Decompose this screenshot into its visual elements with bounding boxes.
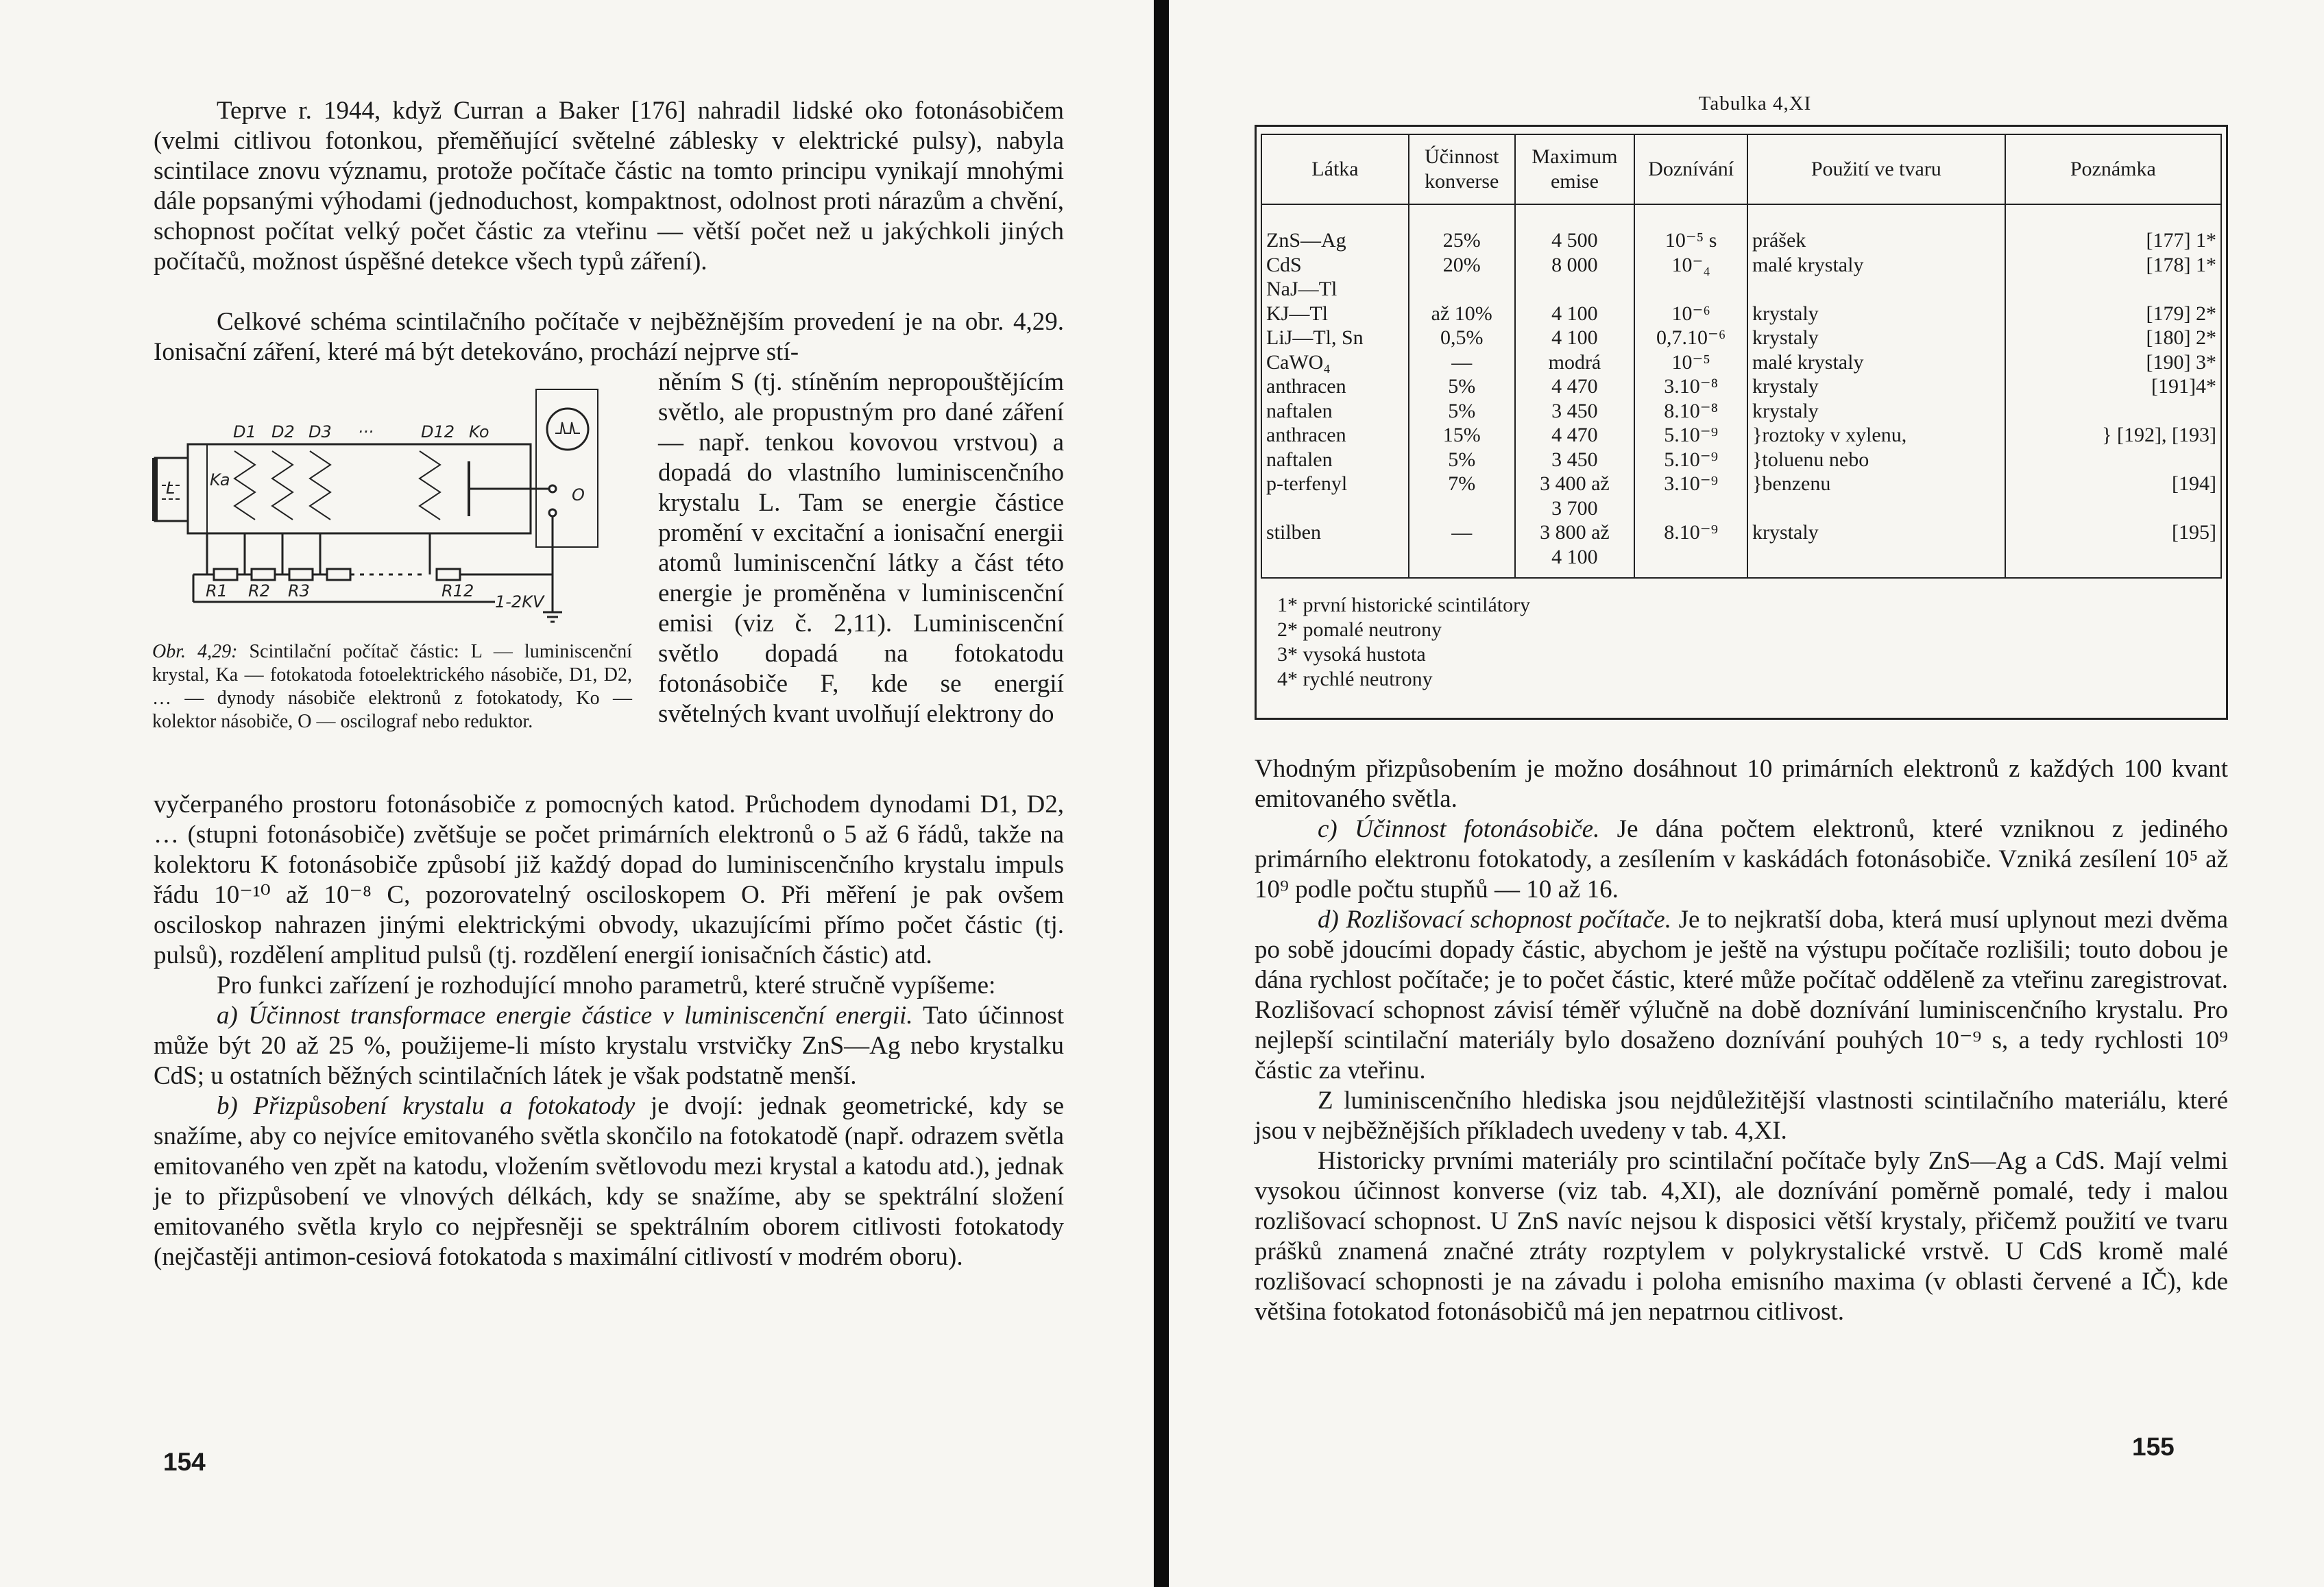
right-page — [1186, 0, 2324, 1587]
table-cell: 5.10⁻⁹ — [1634, 423, 1747, 448]
table-cell: 0,5% — [1409, 326, 1515, 350]
dynode-label-dots: ··· — [358, 422, 374, 441]
table-cell: — — [1409, 520, 1515, 545]
paragraph-c — [1255, 814, 2228, 905]
table-cell: 10⁻⁶ — [1634, 302, 1747, 326]
table-cell: 15% — [1409, 423, 1515, 448]
cathode-label: Ka — [210, 470, 230, 489]
table-cell — [2005, 496, 2221, 521]
paragraph-text: Historicky prvními materiály pro scintilační počítače byly ZnS—Ag a CdS. Mají velmi vysokou účinnost konverse (viz tab. 4,XI), ale doznívání poměrně pomalé, tedy i malou rozlišovací schopnost. U ZnS navíc nejsou k disposici větší krystaly, přičemž použití ve tvaru prášků znamená značné ztráty rozptylem v polykrystalické vrstvě. U CdS kromě malé rozlišovací schopnosti je na závadu i poloha emisního maxima (v oblasti červené a IČ), kde většina fotokatod fotonásobičů má jen nepatrnou citlivost. — [1255, 1147, 2228, 1326]
paragraph-b — [154, 1091, 1064, 1272]
table-cell: 25% — [1409, 228, 1515, 253]
table-header: Poznámka — [2005, 134, 2221, 204]
materials-table — [1261, 134, 2222, 579]
table-cell: 3 450 — [1515, 399, 1635, 424]
table-body — [1261, 204, 2221, 578]
table-frame — [1255, 125, 2228, 720]
dynode-label-d3: D3 — [308, 422, 332, 441]
resistor-label-r1: R1 — [206, 581, 228, 601]
table-row — [1261, 228, 2221, 253]
table-cell: 4 100 — [1515, 545, 1635, 579]
table-cell: 0,7.10⁻⁶ — [1634, 326, 1747, 350]
table-cell: 4 100 — [1515, 326, 1635, 350]
dynode-label-d1: D1 — [233, 422, 256, 441]
table-cell: naftalen — [1261, 399, 1409, 424]
table-cell: 3 700 — [1515, 496, 1635, 521]
oscillograph-label: O — [572, 485, 585, 505]
table-cell: 3.10⁻⁸ — [1634, 374, 1747, 399]
table-cell — [1634, 496, 1747, 521]
table-cell: 4 100 — [1515, 302, 1635, 326]
table-cell — [1409, 277, 1515, 302]
table-cell: malé krystaly — [1747, 253, 2005, 278]
table-row — [1261, 374, 2221, 399]
paragraph-text: vyčerpaného prostoru fotonásobiče z pomocných katod. Průchodem dynodami D1, D2, … (stupni fotonásobiče) zvětšuje se počet primárních elektronů o 5 až 6 řádů, takže na kolektoru K fotonásobiče způsobí již každý dopad do luminiscenčního krystalu impuls řádu 10⁻¹⁰ až 10⁻⁸ C, pozorovatelný osciloskopem O. Při měření je pak ovšem osciloskop nahrazen jinými elektrickými obvody, ukazujícími přímo počet částic (tj. pulsů), rozdělení amplitud pulsů (tj. rozdělení energií ionisačních částic) atd. — [154, 790, 1064, 969]
table-cell: [194] — [2005, 472, 2221, 496]
table-cell — [1261, 496, 1409, 521]
table-header: Doznívání — [1634, 134, 1747, 204]
table-cell: CaWO₄ — [1261, 350, 1409, 375]
page-number-right: 155 — [2132, 1433, 2175, 1461]
table-header: Účinnost konverse — [1409, 134, 1515, 204]
table-spacer-row — [1261, 204, 2221, 228]
table-cell: až 10% — [1409, 302, 1515, 326]
collector-label: Ko — [469, 422, 489, 441]
table-cell: [177] 1* — [2005, 228, 2221, 253]
paragraph-heading: a) Účinnost transformace energie částice v luminiscenční energii. — [217, 1002, 913, 1030]
paragraph-text: Je dána počtem elektronů, které vzniknou z jediného primárního elektronu fotokatody, a zesílením v kaskádách fotonásobiče. Vzniká zesílení 10⁵ až 10⁹ podle počtu stupňů — 10 až 16. — [1255, 815, 2228, 904]
caption-text: Scintilační počítač částic: L — luminiscenční krystal, Ka — fotokatoda fotoelektrického násobiče, D1, D2, … — dynody násobiče elektronů z fotokatody, Ko — kolektor násobiče, O — oscilograf nebo reduktor. — [152, 641, 632, 732]
table-cell: anthracen — [1261, 423, 1409, 448]
voltage-label: 1-2KV — [495, 592, 544, 611]
table-row — [1261, 399, 2221, 424]
table-cell — [2005, 399, 2221, 424]
table-cell: ZnS—Ag — [1261, 228, 1409, 253]
table-note: 1* první historické scintilátory — [1277, 594, 1531, 616]
paragraph-text: něním S (tj. stíněním nepropouštějícím světlo, ale propustným pro dané záření — např. tenkou kovovou vrstvou) a dopadá do vlastního luminiscenčního krystalu L. Tam se energie částice promění v excitační a ionisační energii atomů luminiscenční látky a část této energie je proměněna v luminiscenční emisi (viz č. 2,11). Luminiscenční světlo dopadá na fotokatodu fotonásobiče F, kde se energií světelných kvant uvolňují elektrony do — [658, 368, 1064, 728]
table-cell: [190] 3* — [2005, 350, 2221, 375]
table-cell: [195] — [2005, 520, 2221, 545]
page-number-left: 154 — [163, 1448, 206, 1476]
table-row — [1261, 545, 2221, 579]
paragraph-text: Pro funkci zařízení je rozhodující mnoho parametrů, které stručně vypíšeme: — [217, 971, 996, 1000]
table-cell: }roztoky v xylenu, — [1747, 423, 2005, 448]
paragraph-heading: d) Rozlišovací schopnost počítače. — [1318, 906, 1671, 934]
table-cell: 5% — [1409, 399, 1515, 424]
table-row — [1261, 326, 2221, 350]
table-row — [1261, 253, 2221, 278]
table-cell: krystaly — [1747, 520, 2005, 545]
table-cell: 8 000 — [1515, 253, 1635, 278]
table-row — [1261, 350, 2221, 375]
table-notes — [1277, 593, 1530, 692]
table-row — [1261, 423, 2221, 448]
table-cell: [180] 2* — [2005, 326, 2221, 350]
table-header: Použití ve tvaru — [1747, 134, 2005, 204]
table-row — [1261, 520, 2221, 545]
table-row — [1261, 277, 2221, 302]
table-cell: 4 500 — [1515, 228, 1635, 253]
paragraph-text: Tato účinnost může být 20 až 25 %, použijeme-li místo krystalu vrstvičky ZnS—Ag nebo krystalku CdS; u ostatních běžných scintilačních látek je však podstatně menší. — [154, 1002, 1064, 1090]
table-cell — [1634, 277, 1747, 302]
figure-caption — [152, 640, 632, 734]
table-row — [1261, 496, 2221, 521]
table-cell: 7% — [1409, 472, 1515, 496]
left-page — [0, 0, 1159, 1587]
paragraph-text: Je to nejkratší doba, která musí uplynout mezi dvěma po sobě jdoucími dopady částic, abychom je ještě na výstupu počítače rozlišili; touto dobou je dána rychlost počítače; je to počet částic, které může počítač odděleně za vteřinu zaregistrovat. Rozlišovací schopnost závisí téměř výlučně na době doznívání luminiscenčního krystalu. Pro nejlepší scintilační materiály bylo dosaženo doznívání pouhých 10⁻⁹ s, a tedy rychlosti 10⁹ částic za vteřinu. — [1255, 906, 2229, 1085]
table-cell — [1747, 496, 2005, 521]
table-cell: LiJ—Tl, Sn — [1261, 326, 1409, 350]
paragraph-heading: b) Přizpůsobení krystalu a fotokatody — [217, 1092, 636, 1120]
paragraph-text: Z luminiscenčního hlediska jsou nejdůležitější vlastnosti scintilačního materiálu, které jsou v nejběžnějších příkladech uvedeny v tab. 4,XI. — [1255, 1087, 2228, 1145]
table-cell: krystaly — [1747, 326, 2005, 350]
table-cell: NaJ—Tl — [1261, 277, 1409, 302]
table-note: 3* vysoká hustota — [1277, 643, 1426, 666]
resistor-label-r2: R2 — [248, 581, 270, 601]
dynode-label-d12: D12 — [421, 422, 455, 441]
table-cell: modrá — [1515, 350, 1635, 375]
table-cell: 20% — [1409, 253, 1515, 278]
table-cell: krystaly — [1747, 302, 2005, 326]
table-cell — [1747, 545, 2005, 579]
paragraph-a — [154, 1001, 1064, 1091]
paragraph-text: Teprve r. 1944, když Curran a Baker [176] nahradil lidské oko fotonásobičem (velmi citlivou fotonkou, přeměňující světelné záblesky v elektrické pulsy), nabyla scintilace znovu významu, protože počítače částic na tomto principu vynikají mnohými dále popsanými výhodami (jednoduchost, kompaktnost, odolnost proti nárazům a chvění, schopnost počítat velký počet částic za vteřinu — větší počet než u jakýchkoli jiných počítačů, možnost úspěšné detekce všech typů záření). — [154, 97, 1064, 276]
table-cell — [1515, 277, 1635, 302]
resistor-label-r3: R3 — [288, 581, 310, 601]
table-header: Látka — [1261, 134, 1409, 204]
table-cell: 3.10⁻⁹ — [1634, 472, 1747, 496]
table-cell: anthracen — [1261, 374, 1409, 399]
table-cell — [2005, 448, 2221, 472]
paragraph-text: Celkové schéma scintilačního počítače v nejběžnějším provedení je na obr. 4,29. Ionisační záření, které má být detekováno, prochází nejprve stí- — [154, 308, 1064, 366]
table-cell: 5% — [1409, 448, 1515, 472]
table-cell: [178] 1* — [2005, 253, 2221, 278]
table-row — [1261, 302, 2221, 326]
table-cell: naftalen — [1261, 448, 1409, 472]
table-cell — [1634, 545, 1747, 579]
paragraph-continuation — [154, 790, 1064, 1272]
table-cell: 5.10⁻⁹ — [1634, 448, 1747, 472]
table-cell: 10⁻⁵ — [1634, 350, 1747, 375]
table-cell: 10⁻₄ — [1634, 253, 1747, 278]
table-cell: [179] 2* — [2005, 302, 2221, 326]
table-header: Maximum emise — [1515, 134, 1635, 204]
table-cell: }toluenu nebo — [1747, 448, 2005, 472]
table-title: Tabulka 4,XI — [1698, 93, 1812, 114]
caption-label: Obr. 4,29: — [152, 641, 238, 662]
book-gutter — [1154, 0, 1169, 1587]
table-row — [1261, 448, 2221, 472]
table-header-row — [1261, 134, 2221, 204]
paragraph-text: je dvojí: jednak geometrické, kdy se snažíme, aby co nejvíce emitovaného světla skončilo na fotokatodě (např. odrazem světla emitovaného ven zpět na katodu, vložením světlovodu mezi krystal a katodu atd.), jednak je to přizpůsobení ve vlnových délkách, kdy se snažíme, aby se spektrální složení emitovaného světla krylo co nejpřesněji se spektrálním oborem citlivosti fotokatody (nejčastěji antimon-cesiová fotokatoda s maximální citlivostí v modrém oboru). — [154, 1092, 1064, 1271]
paragraph-heading: c) Účinnost fotonásobiče. — [1318, 815, 1600, 843]
table-note: 4* rychlé neutrony — [1277, 668, 1433, 690]
table-cell — [2005, 545, 2221, 579]
table-cell: 4 470 — [1515, 423, 1635, 448]
table-cell: stilben — [1261, 520, 1409, 545]
paragraph-schema — [154, 307, 1064, 367]
table-cell: malé krystaly — [1747, 350, 2005, 375]
table-cell: 3 450 — [1515, 448, 1635, 472]
table-cell: [191]4* — [2005, 374, 2221, 399]
table-cell: krystaly — [1747, 399, 2005, 424]
table-cell — [1409, 545, 1515, 579]
table-cell: CdS — [1261, 253, 1409, 278]
table-cell: 10⁻⁵ s — [1634, 228, 1747, 253]
table-cell: p-terfenyl — [1261, 472, 1409, 496]
table-cell: KJ—Tl — [1261, 302, 1409, 326]
paragraph-wrap-column — [658, 367, 1064, 729]
crystal-label: L — [166, 478, 175, 498]
table-cell: 3 800 až — [1515, 520, 1635, 545]
figure-scintillation-counter — [152, 376, 632, 636]
table-cell: prášek — [1747, 228, 2005, 253]
table-note: 2* pomalé neutrony — [1277, 618, 1442, 641]
circuit-diagram — [152, 376, 632, 636]
dynode-label-d2: D2 — [271, 422, 295, 441]
table-row — [1261, 472, 2221, 496]
resistor-label-r12: R12 — [441, 581, 474, 601]
right-body-text — [1255, 754, 2228, 1327]
table-cell: }benzenu — [1747, 472, 2005, 496]
table-cell: } [192], [193] — [2005, 423, 2221, 448]
table-cell: krystaly — [1747, 374, 2005, 399]
table-cell: 8.10⁻⁸ — [1634, 399, 1747, 424]
table-cell — [1409, 496, 1515, 521]
oscilloscope-icon — [547, 409, 588, 450]
table-cell: 8.10⁻⁹ — [1634, 520, 1747, 545]
paragraph-text: Vhodným přizpůsobením je možno dosáhnout 10 primárních elektronů z každých 100 kvant emitovaného světla. — [1255, 755, 2228, 813]
paragraph-intro — [154, 96, 1064, 277]
table-cell — [1261, 545, 1409, 579]
table-cell — [1747, 277, 2005, 302]
table-cell: 5% — [1409, 374, 1515, 399]
table-cell: 3 400 až — [1515, 472, 1635, 496]
table-cell: — — [1409, 350, 1515, 375]
paragraph-d — [1255, 905, 2228, 1086]
table-cell: 4 470 — [1515, 374, 1635, 399]
table-cell — [2005, 277, 2221, 302]
